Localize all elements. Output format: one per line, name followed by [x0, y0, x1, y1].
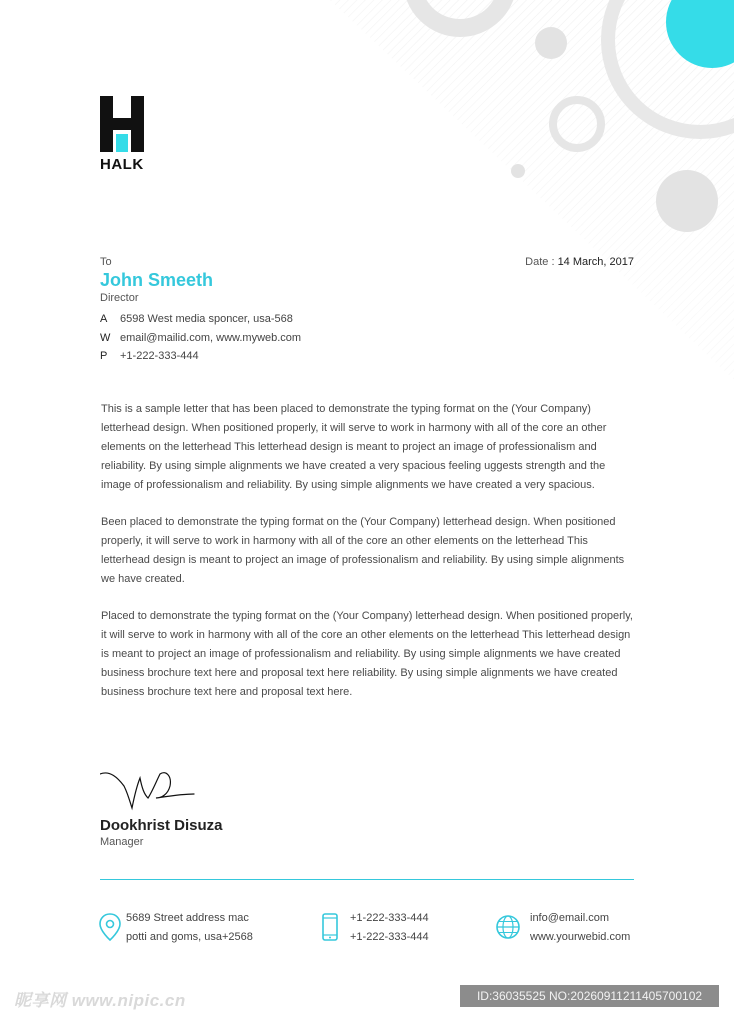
mobile-phone-icon	[317, 912, 343, 942]
contact-value: 6598 West media sponcer, usa-568	[120, 313, 293, 325]
contact-value: email@mailid.com, www.myweb.com	[120, 332, 302, 344]
to-label: To	[100, 256, 112, 268]
watermark-left: 昵享网 www.nipic.cn	[14, 991, 186, 1010]
footer-email: info@email.com	[530, 912, 610, 924]
contact-phone-row	[100, 350, 199, 362]
watermark-id-bar: ID:36035525 NO:20260911211405700102	[460, 985, 719, 1007]
signer-title: Manager	[100, 836, 144, 848]
letter-date	[525, 256, 634, 268]
signer-name: Dookhrist Disuza	[100, 817, 223, 834]
footer-address	[126, 909, 253, 947]
contact-value: +1-222-333-444	[120, 350, 199, 362]
contact-address-row	[100, 313, 293, 325]
footer-phone	[350, 909, 429, 947]
brand-name: HALK	[100, 156, 144, 173]
footer-web	[530, 909, 630, 947]
footer-phone-line2: +1-222-333-444	[350, 931, 429, 943]
date-value: 14 March, 2017	[557, 256, 634, 268]
footer-address-line1: 5689 Street address mac	[126, 912, 249, 924]
handwritten-signature	[100, 764, 200, 812]
footer-website: www.yourwebid.com	[530, 931, 631, 943]
footer-divider	[100, 879, 634, 880]
recipient-name: John Smeeth	[100, 270, 214, 290]
contact-key: P	[100, 350, 108, 362]
deco-dot-tiny	[511, 164, 525, 178]
contact-web-row	[100, 332, 301, 344]
footer-address-line2: potti and goms, usa+2568	[126, 931, 253, 943]
body-paragraph-2: Been placed to demonstrate the typing format on the (Your Company) letterhead design. When positioned properly, it will serve to work in harmony with all of the core an other elements on the letterhead This letterhead design is meant to project an image of professionalism and reliability. By using simple alignments we have created.	[101, 516, 625, 585]
globe-icon	[495, 912, 521, 942]
contact-key: A	[100, 313, 108, 325]
deco-dot	[535, 27, 567, 59]
deco-dot-large	[656, 170, 718, 232]
halk-logo	[100, 96, 144, 152]
recipient-title: Director	[100, 292, 139, 304]
body-paragraph-3: Placed to demonstrate the typing format on the (Your Company) letterhead design. When positioned properly, it will serve to work in harmony with all of the core an other elements on the letterhead This letterhead design is meant to project an image of professionalism and reliability. By using simple alignments we have created business brochure text here and proposal text here reliability. By using simple alignments we have created business brochure text here and proposal text here.	[101, 610, 633, 698]
location-pin-icon	[97, 912, 123, 942]
body-paragraph-1: This is a sample letter that has been placed to demonstrate the typing format on the (Your Company) letterhead design. When positioned properly, it will serve to work in harmony with all of the core an other elements on the letterhead This letterhead design is meant to project an image of professionalism and reliability. By using simple alignments we have created a very spacious feeling uggests strength and the image of professionalism and reliability. By using simple alignments we have created a very spacious.	[101, 403, 607, 491]
contact-key: W	[100, 332, 111, 344]
footer-phone-line1: +1-222-333-444	[350, 912, 429, 924]
date-label: Date :	[525, 256, 558, 268]
